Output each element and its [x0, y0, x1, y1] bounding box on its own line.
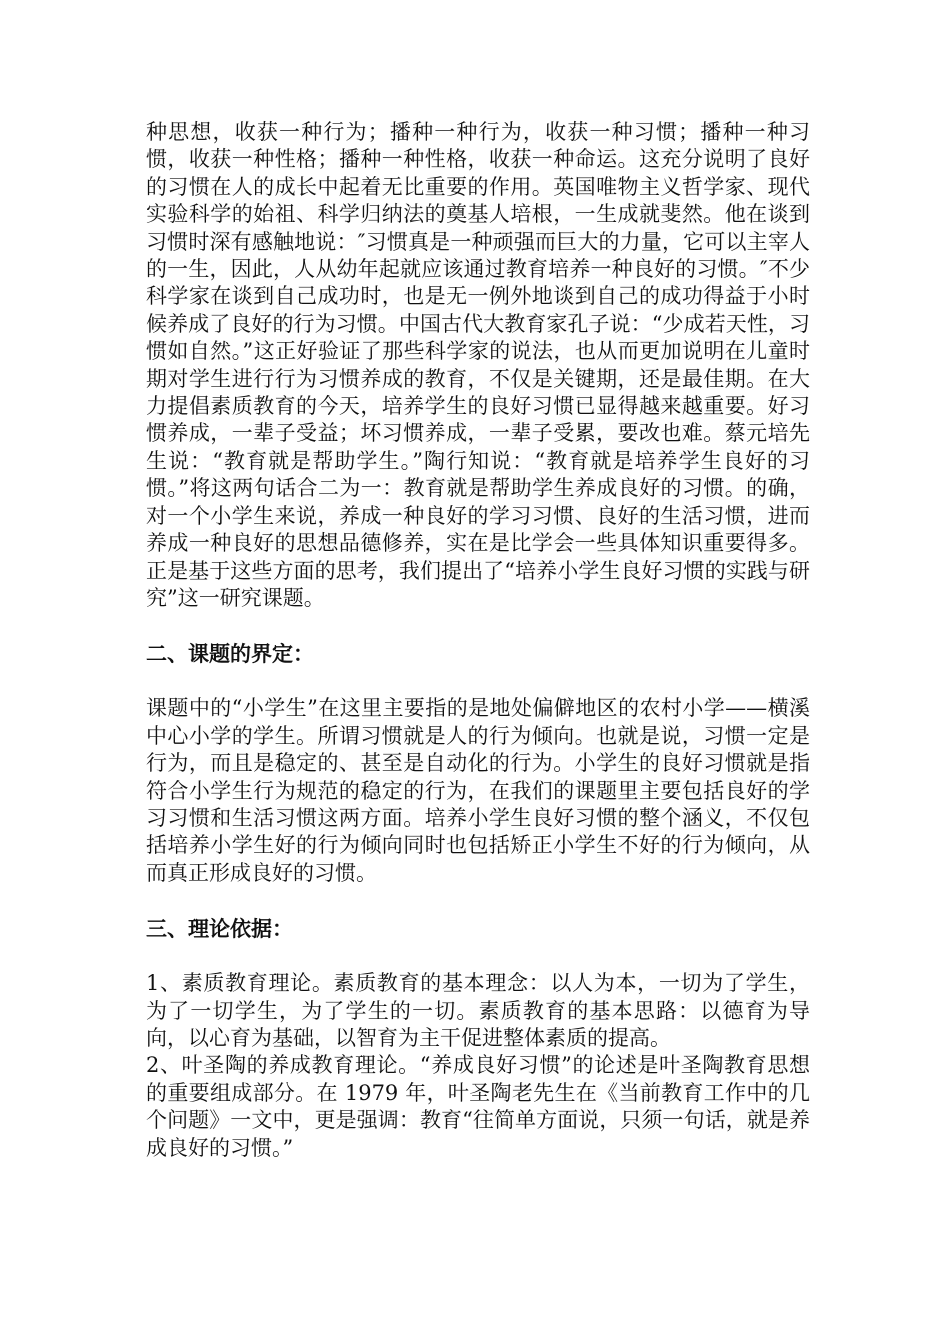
intro-paragraph: 种思想，收获一种行为；播种一种行为，收获一种习惯；播种一种习惯，收获一种性格；播种一种性格，收获一种命运。这充分说明了良好的习惯在人的成长中起着无比重要的作用。英国唯物主义哲学家、现代实验科学的始祖、科学归纳法的奠基人培根，一生成就斐然。他在谈到习惯时深有感触地说：″习惯真是一种顽强而巨大的力量，它可以主宰人的一生，因此，人从幼年起就应该通过教育培养一种良好的习惯。″不少科学家在谈到自己成功时，也是无一例外地谈到自己的成功得益于小时候养成了良好的行为习惯。中国古代大教育家孔子说：“少成若天性，习惯如自然。”这正好验证了那些科学家的说法，也从而更加说明在儿童时期对学生进行行为习惯养成的教育，不仅是关键期，还是最佳期。在大力提倡素质教育的今天，培养学生的良好习惯已显得越来越重要。好习惯养成，一辈子受益；坏习惯养成，一辈子受累，要改也难。蔡元培先生说：“教育就是帮助学生。”陶行知说：“教育就是培养学生良好的习惯。”将这两句话合二为一：教育就是帮助学生养成良好的习惯。的确，对一个小学生来说，养成一种良好的学习习惯、良好的生活习惯，进而养成一种良好的思想品德修养，实在是比学会一些具体知识重要得多。正是基于这些方面的思考，我们提出了“培养小学生良好习惯的实践与研究”这一研究课题。 — [146, 120, 810, 610]
document-body — [146, 119, 810, 1162]
section-heading-theory: 三、理论依据： — [146, 917, 293, 942]
theory-paragraph-1: 1、素质教育理论。素质教育的基本理念：以人为本，一切为了学生，为了一切学生，为了学生的一切。素质教育的基本思路：以德育为导向，以心育为基础，以智育为主干促进整体素质的提高。 — [146, 971, 810, 1050]
theory-paragraph-2: 2、叶圣陶的养成教育理论。“养成良好习惯”的论述是叶圣陶教育思想的重要组成部分。在 1979 年，叶圣陶老先生在《当前教育工作中的几个问题》一文中，更是强调：教育“往简单方面说，只须一句话，就是养成良好的习惯。” — [146, 1053, 810, 1160]
section-heading-definition: 二、课题的界定： — [146, 642, 314, 667]
definition-paragraph: 课题中的“小学生”在这里主要指的是地处偏僻地区的农村小学——横溪中心小学的学生。所谓习惯就是人的行为倾向。也就是说，习惯一定是行为，而且是稳定的、甚至是自动化的行为。小学生的良好习惯就是指符合小学生行为规范的稳定的行为，在我们的课题里主要包括良好的学习习惯和生活习惯这两方面。培养小学生良好习惯的整个涵义，不仅包括培养小学生好的行为倾向同时也包括矫正小学生不好的行为倾向，从而真正形成良好的习惯。 — [146, 696, 810, 885]
